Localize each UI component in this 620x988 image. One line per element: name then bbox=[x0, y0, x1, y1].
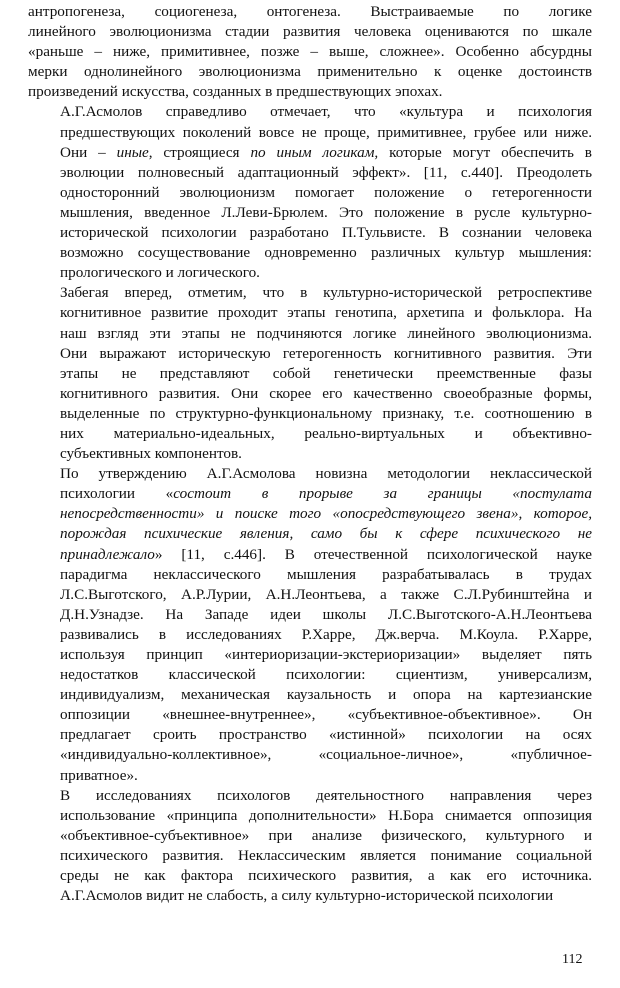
text-line: односторонний эволюционизм помогает положение о гетерогенности bbox=[60, 183, 592, 201]
text-line: По утверждению А.Г.Асмолова новизна методологии неклассической bbox=[60, 465, 592, 483]
text-line: предшествующих поколений вовсе не проще, примитивнее, грубее или ниже. bbox=[60, 123, 592, 141]
text-line: непосредственности» и поиске того «опосредствующего звена», которое, bbox=[60, 505, 592, 523]
text-line: используя принцип «интериоризации-экстериоризации» выделяет пять bbox=[60, 646, 592, 663]
text-line: выделенные по структурно-функциональному признаку, т.е. соотношению в bbox=[60, 404, 592, 422]
text-line: Забегая вперед, отметим, что в культурно-исторической ретроспективе bbox=[60, 284, 592, 302]
text-line: психического развития. Неклассическим является понимание социальной bbox=[60, 846, 592, 864]
paragraph bbox=[28, 283, 592, 464]
text-line: наш взгляд эти этапы не подчиняются логике линейного эволюционизма. bbox=[60, 324, 592, 342]
text-line: оппозиции «внешнее-внутреннее», «субъективное-объективное». Он bbox=[60, 706, 592, 724]
paragraph bbox=[28, 464, 592, 786]
text-line: среды не как фактора психического развития, а как его источника. bbox=[60, 867, 592, 885]
text-line: Они выражают историческую гетерогенность когнитивного развития. Эти bbox=[60, 344, 592, 362]
paragraph bbox=[28, 786, 592, 907]
text-line: «индивидуально-коллективное», «социальное-личное», «публичное- bbox=[60, 746, 592, 764]
text-line: линейного эволюционизма стадии развития человека оцениваются по шкале bbox=[28, 23, 592, 41]
text-line: принадлежало» [11, с.446]. В отечественной психологической науке bbox=[60, 545, 592, 563]
text-line: порождая психические явления, само бы к сфере психического не bbox=[60, 525, 592, 543]
text-line: А.Г.Асмолов справедливо отмечает, что «культура и психология bbox=[60, 103, 592, 121]
text-line: Д.Н.Узнадзе. На Западе идеи школы Л.С.Выготского-А.Н.Леонтьева bbox=[60, 605, 592, 623]
text-line: В исследованиях психологов деятельностного направления через bbox=[60, 786, 592, 804]
text-line: когнитивного развития. Они скорее его качественно своеобразные формы, bbox=[60, 384, 592, 402]
text-line: А.Г.Асмолов видит не слабость, а силу культурно-исторической психологии bbox=[60, 887, 554, 905]
text-line: недостатков классической психологии: сциентизм, универсализм, bbox=[60, 666, 592, 684]
text-line: «раньше – ниже, примитивнее, позже – выше, сложнее». Особенно абсурдны bbox=[28, 43, 592, 61]
text-line: Они – иные, строящиеся по иным логикам, которые могут обеспечить в bbox=[60, 143, 592, 161]
text-line: Л.С.Выготского, А.Р.Лурии, А.Н.Леонтьева, а также С.Л.Рубинштейна и bbox=[60, 585, 592, 603]
page-number: 112 bbox=[562, 952, 583, 967]
text-line: приватное». bbox=[60, 766, 138, 784]
text-line: возможно сосуществование одновременно различных культур мышления: bbox=[60, 244, 592, 262]
paragraph bbox=[28, 102, 592, 283]
text-line: субъективных компонентов. bbox=[60, 445, 242, 463]
text-line: прологического и логического. bbox=[60, 264, 260, 282]
text-line: когнитивное развитие проходит этапы генотипа, архетипа и фольклора. На bbox=[60, 304, 592, 322]
text-line: исторической психологии разработано П.Тульвисте. В сознании человека bbox=[60, 224, 592, 242]
text-line: индивидуализм, механическая каузальность и опора на картезианские bbox=[60, 686, 592, 704]
text-line: этапы не представляют собой генетически преемственные фазы bbox=[60, 364, 592, 382]
text-line: использование «принципа дополнительности» Н.Бора снимается оппозиция bbox=[60, 806, 592, 824]
text-line: предлагает сроить пространство «истинной» психологии на осях bbox=[60, 726, 592, 744]
text-line: «объективное-субъективное» при анализе физического, культурного и bbox=[60, 826, 592, 844]
text-line: развивались в исследованиях Р.Харре, Дж.верча. М.Коула. Р.Харре, bbox=[60, 625, 592, 643]
document-page bbox=[28, 0, 592, 988]
text-line: парадигма неклассического мышления разрабатывалась в трудах bbox=[60, 565, 592, 583]
paragraph bbox=[28, 2, 592, 102]
text-line: них материально-идеальных, реально-виртуальных и объективно- bbox=[60, 424, 592, 442]
text-line: эволюции полновесный адаптационный эффект». [11, с.440]. Преодолеть bbox=[60, 163, 592, 181]
text-line: антропогенеза, социогенеза, онтогенеза. Выстраиваемые по логике bbox=[28, 3, 592, 20]
text-line: мышления, введенное Л.Леви-Брюлем. Это положение в русле культурно- bbox=[60, 203, 592, 221]
text-line: психологии «состоит в прорыве за границы «постулата bbox=[60, 485, 593, 503]
text-line: произведений искусства, созданных в предшествующих эпохах. bbox=[28, 83, 443, 101]
body-text bbox=[28, 2, 592, 906]
text-line: мерки однолинейного эволюционизма применительно к оценке достоинств bbox=[28, 63, 592, 81]
